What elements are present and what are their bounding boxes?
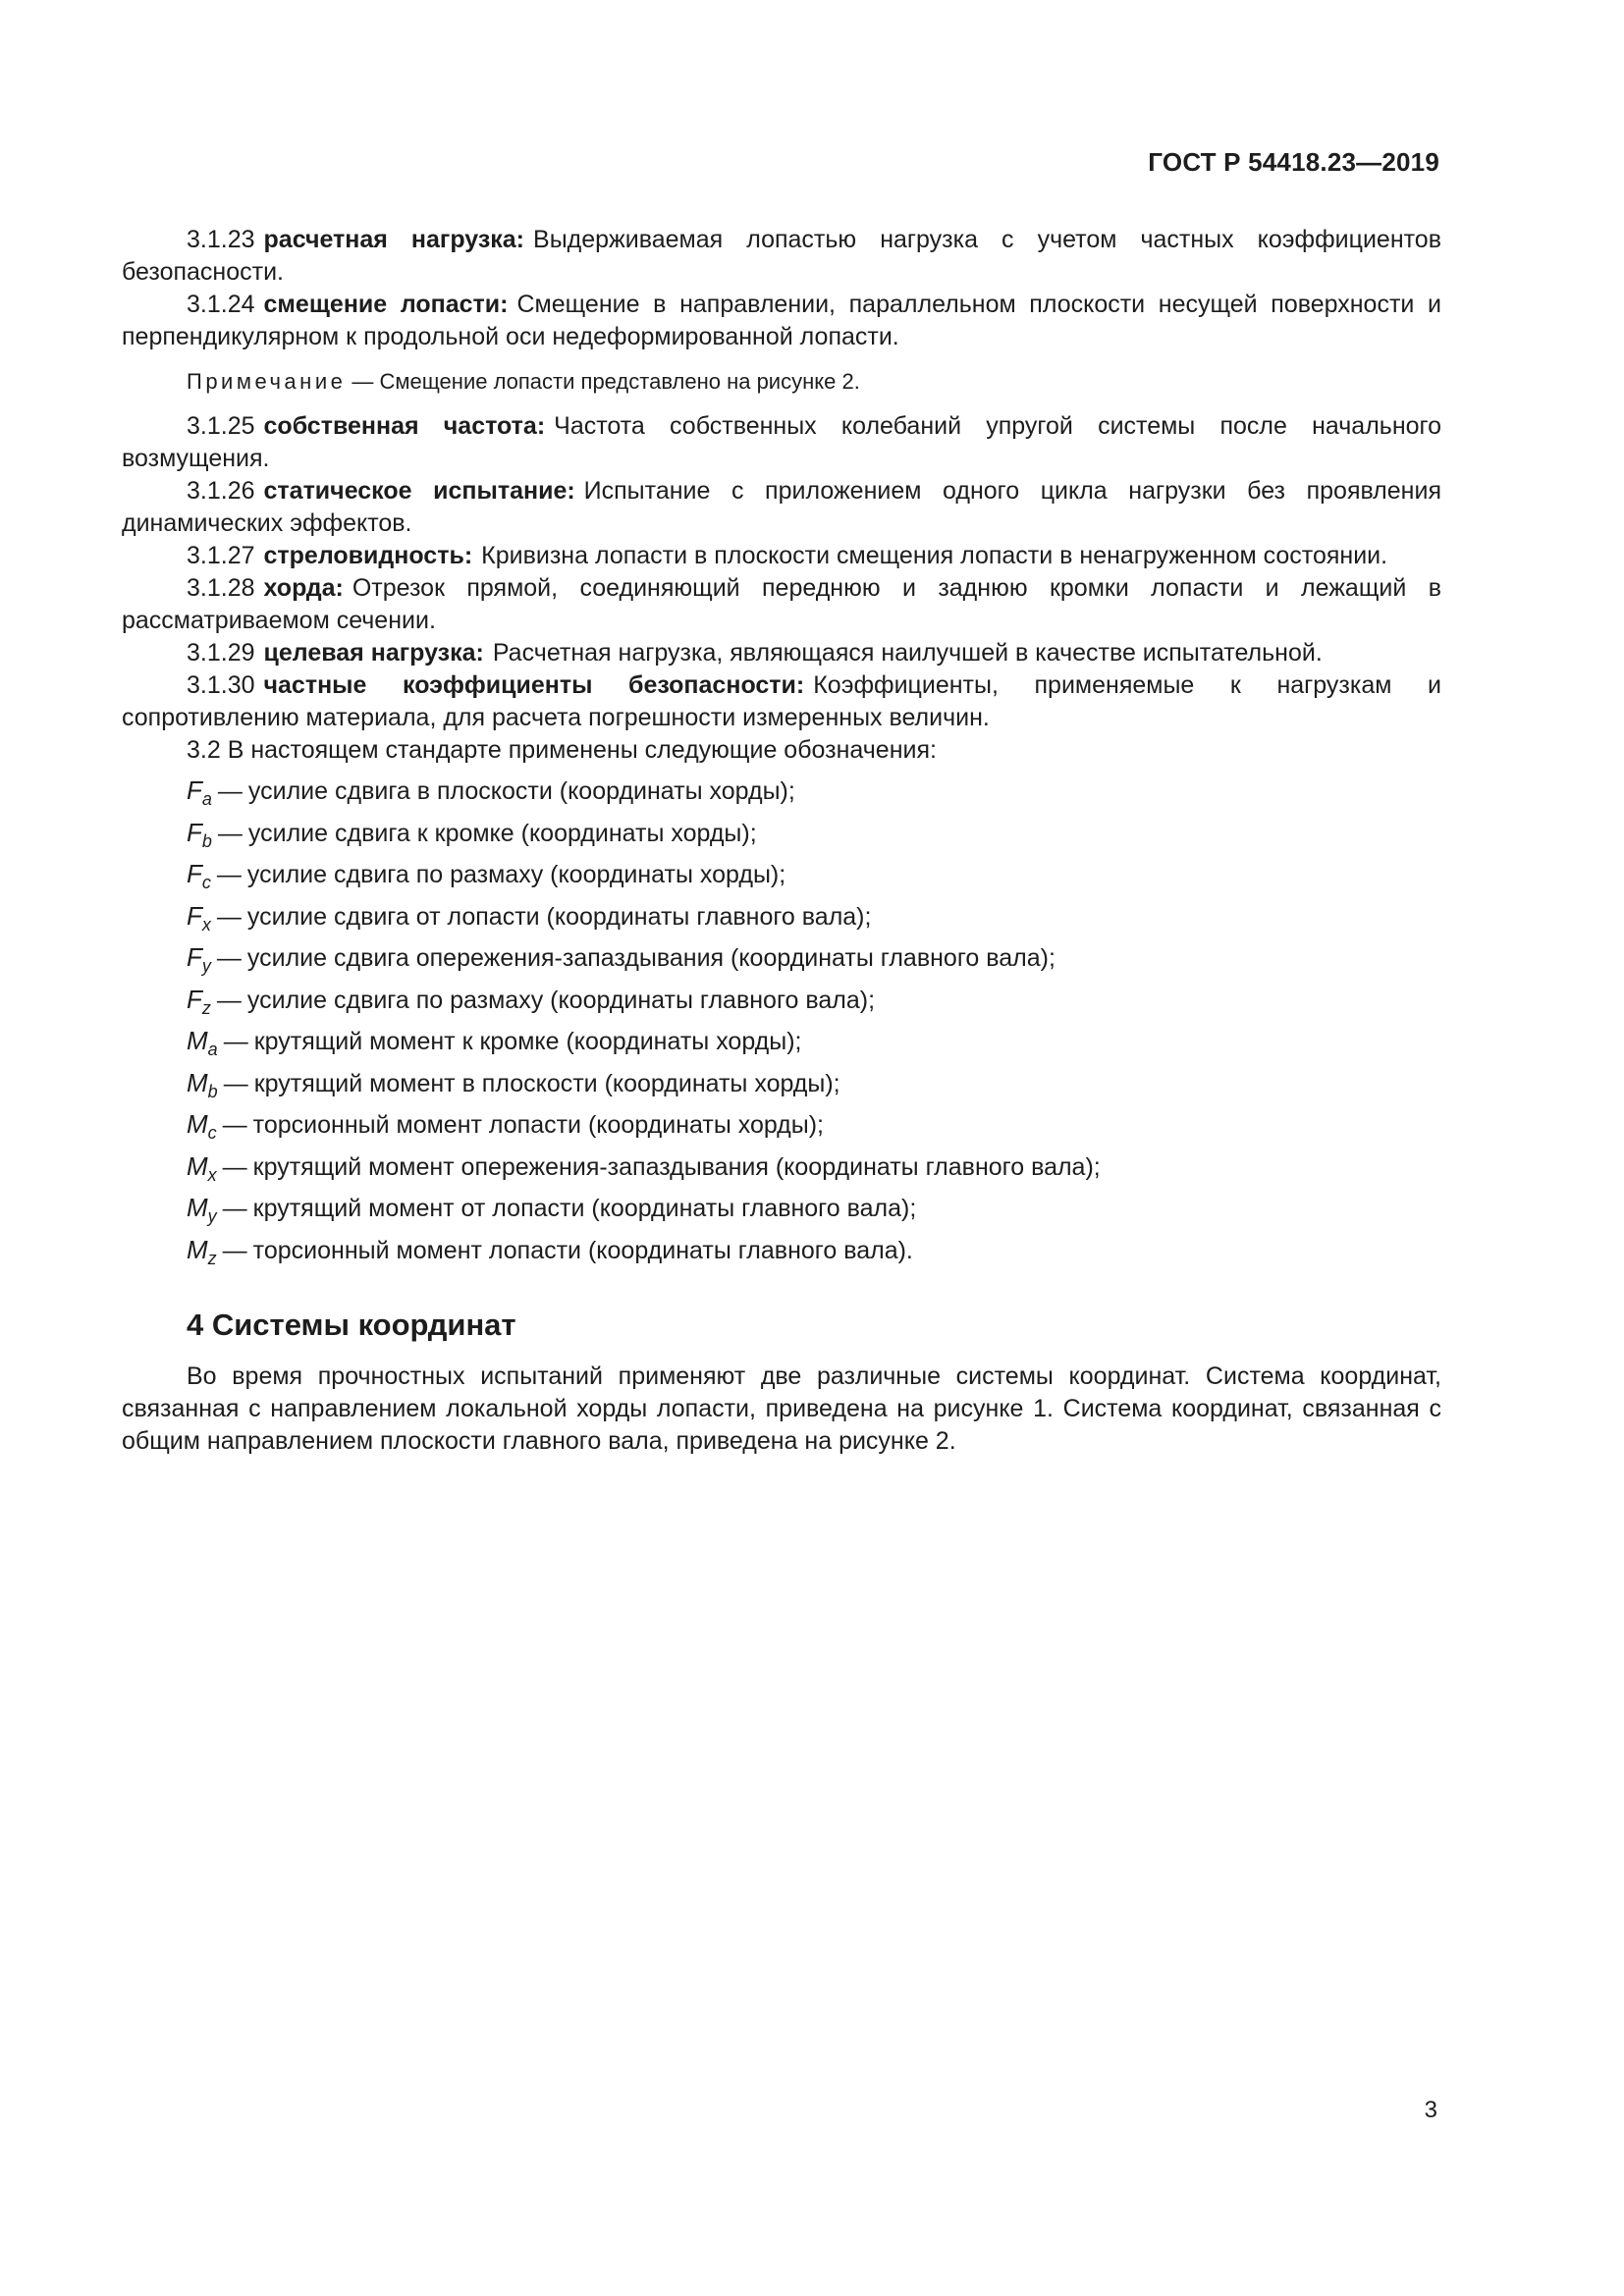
definition-3-1-29 [122, 637, 1441, 669]
note [187, 367, 1441, 397]
symbol: $F_z$ [187, 984, 211, 1018]
dash: — [216, 861, 242, 888]
symbol-item [122, 937, 1441, 980]
symbol: $F_y$ [187, 942, 211, 976]
symbol-item [122, 980, 1441, 1022]
symbol: $F_a$ [187, 775, 212, 809]
definition-term: целевая нагрузка: [263, 639, 484, 667]
definition-term: частные коэффициенты безопасности: [263, 671, 805, 699]
symbol: $F_b$ [187, 817, 212, 851]
definition-number: 3.1.30 [187, 671, 255, 699]
symbol-item [122, 1147, 1441, 1189]
definitions-group-a [122, 224, 1441, 353]
dash: — [217, 777, 243, 805]
symbol-item [122, 813, 1441, 855]
page-content [122, 224, 1441, 1458]
definitions-group-b [122, 410, 1441, 734]
definition-3-1-28 [122, 572, 1441, 637]
definition-3-1-26 [122, 475, 1441, 540]
note-text: — Смещение лопасти представлено на рисунке 2. [352, 369, 860, 394]
note-label: Примечание [187, 369, 347, 394]
definition-number: 3.1.24 [187, 291, 255, 318]
dash: — [223, 1028, 248, 1055]
symbol-item [122, 1104, 1441, 1147]
definition-3-1-23 [122, 224, 1441, 289]
definition-number: 3.1.28 [187, 574, 255, 602]
definition-text: Испытание с приложением одного цикла нагрузки без проявления динамических эффектов. [122, 477, 1441, 537]
definition-number: 3.1.23 [187, 226, 255, 253]
symbols-intro: 3.2 В настоящем стандарте применены следующие обозначения: [187, 736, 937, 764]
dash: — [217, 819, 243, 847]
symbol-description: усилие сдвига от лопасти (координаты главного вала); [246, 902, 872, 931]
section-4-title: 4 Системы координат [187, 1308, 516, 1342]
definition-number: 3.1.25 [187, 412, 255, 440]
dash: — [222, 1111, 247, 1139]
symbol-description: крутящий момент от лопасти (координаты главного вала); [252, 1195, 917, 1222]
symbol-description: торсионный момент лопасти (координаты хорды); [252, 1111, 825, 1139]
definition-term: стреловидность: [263, 542, 473, 569]
symbol-item [122, 1230, 1441, 1272]
definition-term: расчетная нагрузка: [263, 226, 525, 253]
symbol-item [122, 1021, 1441, 1063]
symbol-description: крутящий момент в плоскости (координаты хорды); [253, 1069, 840, 1097]
definition-text: Кривизна лопасти в плоскости смещения лопасти в ненагруженном состоянии. [481, 542, 1388, 569]
definition-text: Смещение в направлении, параллельном плоскости несущей поверхности и перпендикулярном к продольной оси недеформированной лопасти. [122, 291, 1441, 350]
document-number-header: ГОСТ Р 54418.23—2019 [1148, 147, 1439, 177]
definition-number: 3.1.27 [187, 542, 255, 569]
definition-text: Частота собственных колебаний упругой системы после начального возмущения. [122, 412, 1441, 472]
symbol: $F_c$ [187, 859, 211, 892]
dash: — [216, 986, 242, 1014]
symbol-description: усилие сдвига по размаху (координаты главного вала); [246, 986, 876, 1014]
definition-3-1-27 [122, 540, 1441, 572]
symbol-item [122, 1188, 1441, 1230]
page-number: 3 [1424, 2097, 1437, 2123]
definition-term: статическое испытание: [263, 477, 575, 505]
definition-text: Отрезок прямой, соединяющий переднюю и заднюю кромки лопасти и лежащий в рассматриваемом сечении. [122, 574, 1441, 634]
definition-3-1-24 [122, 289, 1441, 353]
symbol: $M_y$ [187, 1193, 217, 1226]
dash: — [216, 902, 242, 931]
dash: — [216, 944, 242, 972]
symbol-item [122, 771, 1441, 813]
symbol-item [122, 1063, 1441, 1105]
dash: — [222, 1152, 247, 1181]
symbol: $M_x$ [187, 1150, 217, 1185]
definition-text: Расчетная нагрузка, являющаяся наилучшей в качестве испытательной. [492, 639, 1323, 667]
symbol-description: усилие сдвига в плоскости (координаты хорды); [247, 777, 795, 805]
definition-3-1-30 [122, 669, 1441, 734]
definition-number: 3.1.29 [187, 639, 255, 667]
symbol-description: усилие сдвига опережения-запаздывания (координаты главного вала); [246, 944, 1056, 972]
symbol-description: усилие сдвига по размаху (координаты хорды); [246, 861, 786, 888]
symbol-description: усилие сдвига к кромке (координаты хорды); [247, 819, 757, 847]
definition-3-1-25 [122, 410, 1441, 475]
dash: — [222, 1195, 247, 1222]
symbol: $M_a$ [187, 1026, 218, 1059]
symbol: $M_c$ [187, 1109, 217, 1143]
dash: — [223, 1069, 248, 1097]
definition-number: 3.1.26 [187, 477, 255, 505]
definition-term: хорда: [263, 574, 344, 602]
symbol-description: крутящий момент опережения-запаздывания (координаты главного вала); [252, 1152, 1101, 1181]
symbol-item [122, 854, 1441, 896]
symbol-description: крутящий момент к кромке (координаты хорды); [253, 1028, 802, 1055]
symbol: $M_b$ [187, 1067, 218, 1101]
symbol-description: торсионный момент лопасти (координаты главного вала). [252, 1236, 913, 1264]
definition-text: Коэффициенты, применяемые к нагрузкам и сопротивлению материала, для расчета погрешности измеренных величин. [122, 671, 1442, 731]
dash: — [222, 1236, 247, 1264]
symbol-item [122, 896, 1441, 938]
definition-text: Выдерживаемая лопастью нагрузка с учетом частных коэффициентов безопасности. [122, 226, 1441, 286]
definition-term: смещение лопасти: [263, 291, 509, 318]
section-4-text: Во время прочностных испытаний применяют две различные системы координат. Система координат, связанная с направлением локальной хорды лопасти, приведена на рисунке 1. Система координат, связанная с общим направлением плоскости главного вала, приведена на рисунке 2. [122, 1362, 1441, 1455]
symbol: $F_x$ [187, 900, 211, 934]
symbols-list [122, 771, 1441, 1271]
definition-term: собственная частота: [263, 412, 546, 440]
symbol: $M_z$ [187, 1234, 217, 1268]
